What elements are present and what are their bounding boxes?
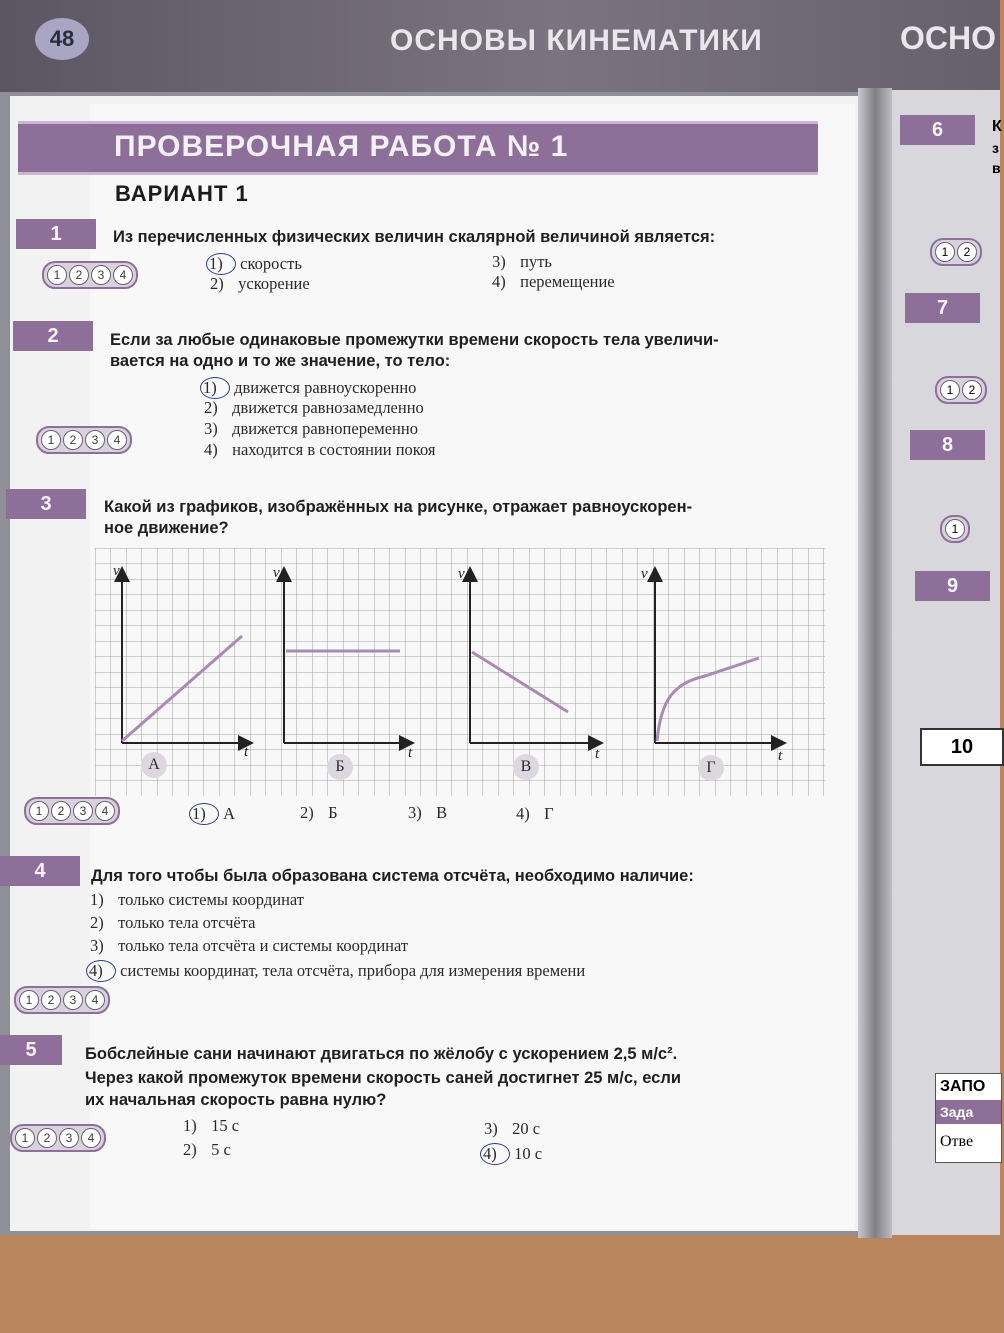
option-number: 3): [204, 419, 218, 438]
question-2-number: 2: [13, 321, 93, 351]
answer-table: [935, 1073, 1002, 1163]
option-text: 10 с: [514, 1144, 543, 1163]
answer-bubble[interactable]: 2: [41, 990, 61, 1010]
option-number: 1): [183, 1116, 197, 1135]
graph-v-v-label: v: [458, 566, 465, 582]
question-2-text-line-1: Если за любые одинаковые промежутки времени скорость тела увеличи-: [110, 331, 719, 349]
question-5-text-line-1: Бобслейные сани начинают двигаться по жёлобу с ускорением 2,5 м/с².: [85, 1045, 678, 1063]
option-number: 3): [90, 936, 104, 955]
option-text: скорость: [240, 254, 302, 273]
right-question-8: 8: [910, 430, 985, 460]
option-text: Г: [544, 804, 554, 823]
option-number: 2): [90, 913, 104, 932]
variant-title: ВАРИАНТ 1: [115, 181, 249, 206]
right-answer-bubbles-6: [930, 238, 982, 266]
answer-bubble[interactable]: 1: [15, 1128, 35, 1148]
test-banner: [18, 121, 818, 175]
answer-bubble[interactable]: 4: [85, 990, 105, 1010]
question-5-option-4[interactable]: [484, 1143, 542, 1165]
question-5-number: 5: [0, 1035, 62, 1065]
question-2-option-2[interactable]: [204, 398, 424, 418]
answer-bubble[interactable]: 2: [37, 1128, 57, 1148]
book-gutter: [858, 88, 892, 1238]
graph-b-label: Б: [327, 754, 353, 780]
question-2-option-3[interactable]: [204, 419, 418, 439]
answer-table-sub: Зада: [936, 1100, 1001, 1124]
graph-g-v-label: v: [641, 566, 648, 582]
answer-bubble[interactable]: 3: [63, 990, 83, 1010]
answer-bubble[interactable]: 4: [95, 801, 115, 821]
question-3-option-2[interactable]: [300, 803, 338, 823]
answer-bubble[interactable]: 2: [962, 380, 982, 400]
option-text: А: [223, 804, 236, 823]
answer-bubble[interactable]: 2: [69, 265, 89, 285]
option-number: 1): [90, 890, 104, 909]
chapter-title: ОСНОВЫ КИНЕМАТИКИ: [390, 24, 763, 57]
answer-bubble[interactable]: 1: [945, 519, 965, 539]
option-text: Б: [328, 803, 338, 822]
page-number: 48: [35, 18, 89, 60]
option-number: 2): [300, 803, 314, 822]
question-1-option-4[interactable]: [492, 272, 615, 292]
question-2-answer-bubbles: [36, 426, 132, 454]
option-text: 5 с: [211, 1140, 231, 1159]
answer-bubble[interactable]: 1: [940, 380, 960, 400]
option-number: 2): [204, 398, 218, 417]
graph-v-t-label: t: [595, 746, 600, 762]
question-5-answer-bubbles: [10, 1124, 106, 1152]
right-answer-bubbles-8: [940, 515, 970, 543]
answer-bubble[interactable]: 4: [81, 1128, 101, 1148]
right-text-3: в: [992, 160, 1001, 176]
right-question-10: 10: [920, 728, 1004, 766]
option-text: перемещение: [520, 272, 615, 291]
question-4-option-4[interactable]: [90, 960, 585, 982]
option-number-circled: 1): [206, 253, 236, 275]
question-5-option-3[interactable]: [484, 1119, 540, 1139]
answer-bubble[interactable]: 3: [59, 1128, 79, 1148]
option-number-circled: 4): [86, 960, 116, 982]
answer-bubble[interactable]: 4: [113, 265, 133, 285]
question-3-text-line-1: Какой из графиков, изображённых на рисунке, отражает равноускорен-: [104, 498, 693, 516]
right-question-9: 9: [915, 571, 990, 601]
option-text: ускорение: [238, 274, 310, 293]
option-text: системы координат, тела отсчёта, прибора для измерения времени: [120, 961, 586, 980]
graph-b-v-label: v: [273, 565, 280, 581]
question-5-option-1[interactable]: [183, 1116, 239, 1136]
answer-bubble[interactable]: 4: [107, 430, 127, 450]
option-number: 4): [492, 272, 506, 291]
right-answer-bubbles-7: [935, 376, 987, 404]
question-5-text-line-3: их начальная скорость равна нулю?: [85, 1091, 387, 1109]
graph-a-v-label: v: [113, 563, 120, 579]
graph-a-label: А: [141, 752, 167, 778]
question-3-answer-bubbles: [24, 797, 120, 825]
option-text: движется равнозамедленно: [232, 398, 424, 417]
question-1-number: 1: [16, 219, 96, 249]
question-4-option-1[interactable]: [90, 890, 304, 910]
option-number: 4): [204, 440, 218, 459]
chapter-title-right: ОСНО: [900, 20, 996, 56]
graph-b-t-label: t: [408, 745, 413, 761]
graph-g-t-label: t: [778, 748, 783, 764]
option-text: движется равноускоренно: [234, 378, 417, 397]
question-1-answer-bubbles: [42, 261, 138, 289]
question-5-option-2[interactable]: [183, 1140, 231, 1160]
question-2-text-line-2: вается на одно и то же значение, то тело:: [110, 352, 451, 370]
option-text: В: [436, 803, 448, 822]
question-2-option-4[interactable]: [204, 440, 436, 460]
right-question-6: 6: [900, 115, 975, 145]
answer-bubble[interactable]: 1: [47, 265, 67, 285]
option-text: только системы координат: [118, 890, 304, 909]
option-text: 20 с: [512, 1119, 541, 1138]
answer-bubble[interactable]: 2: [51, 801, 71, 821]
question-4-answer-bubbles: [14, 986, 110, 1014]
question-4-text: Для того чтобы была образована система отсчёта, необходимо наличие:: [91, 867, 694, 885]
chapter-header: [0, 0, 1000, 92]
question-1-option-3[interactable]: [492, 252, 552, 272]
answer-bubble[interactable]: 1: [935, 242, 955, 262]
right-text-1: К: [992, 118, 1002, 135]
test-title: ПРОВЕРОЧНАЯ РАБОТА № 1: [114, 130, 569, 163]
option-number-circled: 1): [200, 377, 230, 399]
graph-a-t-label: t: [244, 744, 249, 760]
option-number-circled: 4): [480, 1143, 510, 1165]
option-text: путь: [520, 252, 552, 271]
answer-bubble[interactable]: 1: [19, 990, 39, 1010]
question-1-text: Из перечисленных физических величин скалярной величиной является:: [113, 228, 716, 246]
answer-bubble[interactable]: 2: [957, 242, 977, 262]
question-3-number: 3: [6, 489, 86, 519]
answer-bubble[interactable]: 3: [73, 801, 93, 821]
question-3-option-1[interactable]: [193, 803, 235, 825]
answer-bubble[interactable]: 2: [63, 430, 83, 450]
answer-bubble[interactable]: 1: [29, 801, 49, 821]
option-number-circled: 1): [189, 803, 219, 825]
option-text: только тела отсчёта: [118, 913, 256, 932]
question-1-option-1[interactable]: [210, 253, 302, 275]
answer-table-head: ЗАПО: [940, 1078, 986, 1095]
answer-bubble[interactable]: 3: [91, 265, 111, 285]
answer-bubble[interactable]: 3: [85, 430, 105, 450]
question-4-option-2[interactable]: [90, 913, 255, 933]
question-5-text-line-2: Через какой промежуток времени скорость саней достигнет 25 м/с, если: [85, 1069, 681, 1087]
question-3-text-line-2: ное движение?: [104, 519, 229, 537]
question-3-option-3[interactable]: [408, 803, 447, 823]
question-4-number: 4: [0, 856, 80, 886]
option-text: находится в состоянии покоя: [232, 440, 436, 459]
question-3-option-4[interactable]: [516, 804, 554, 824]
option-text: 15 с: [211, 1116, 240, 1135]
question-4-option-3[interactable]: [90, 936, 408, 956]
option-number: 3): [484, 1119, 498, 1138]
graph-g-label: Г: [698, 755, 724, 781]
question-1-option-2[interactable]: [210, 274, 310, 294]
answer-bubble[interactable]: 1: [41, 430, 61, 450]
option-text: движется равнопеременно: [232, 419, 418, 438]
option-number: 4): [516, 804, 530, 823]
right-text-2: з: [992, 140, 999, 156]
question-2-option-1[interactable]: [204, 377, 416, 399]
graph-v-label: В: [513, 754, 539, 780]
option-text: только тела отсчёта и системы координат: [118, 936, 409, 955]
option-number: 3): [408, 803, 422, 822]
option-number: 2): [183, 1140, 197, 1159]
answer-table-row: Отве: [940, 1133, 974, 1150]
option-number: 3): [492, 252, 506, 271]
right-question-7: 7: [905, 293, 980, 323]
option-number: 2): [210, 274, 224, 293]
